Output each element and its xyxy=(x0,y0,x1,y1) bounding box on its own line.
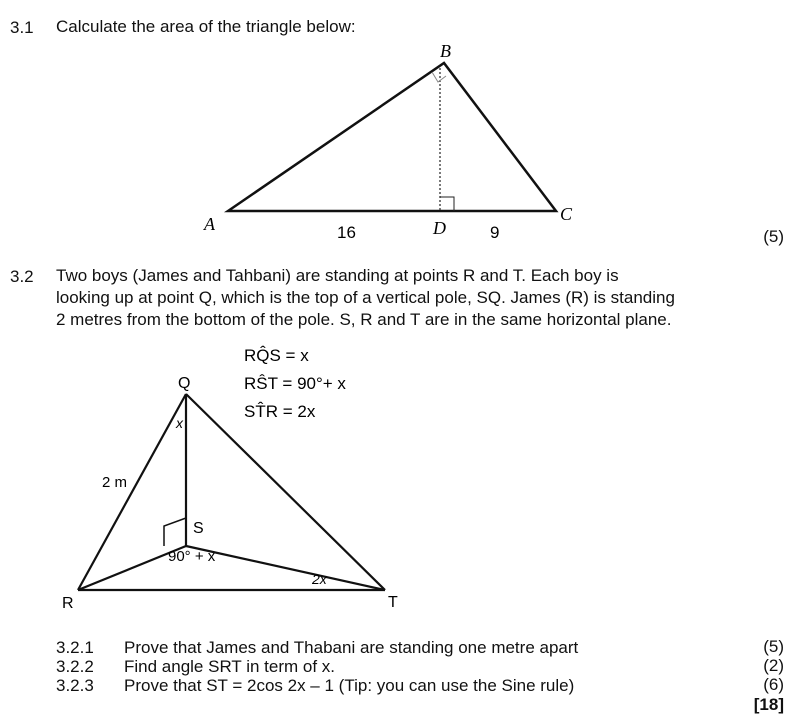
label-a: A xyxy=(204,214,215,234)
question-text-3-1: Calculate the area of the triangle below: xyxy=(56,17,356,36)
subquestion-number-3-2-2: 3.2.2 xyxy=(56,657,94,676)
marks-3-2-3: (6) xyxy=(763,675,784,694)
right-angle-b xyxy=(432,72,446,82)
question-text-3-2-line-1: Two boys (James and Tahbani) are standing at points R and T. Each boy is xyxy=(56,266,619,285)
label-b: B xyxy=(440,41,451,61)
line-st xyxy=(186,546,385,590)
pole-figure xyxy=(0,330,800,620)
triangle-abc-figure xyxy=(0,0,800,250)
subquestion-number-3-2-3: 3.2.3 xyxy=(56,676,94,695)
right-angle-d xyxy=(440,197,454,211)
question-number-3-2: 3.2 xyxy=(10,267,34,286)
label-s: S xyxy=(193,520,204,537)
given-rqs: RQ̂S = x xyxy=(244,346,309,365)
length-dc: 9 xyxy=(490,223,500,242)
question-number-3-1: 3.1 xyxy=(10,18,34,37)
subquestion-text-3-2-1: Prove that James and Thabani are standing one metre apart xyxy=(124,638,579,657)
marks-3-2-2: (2) xyxy=(763,656,784,675)
length-ad: 16 xyxy=(337,223,356,242)
question-text-3-2-line-2: looking up at point Q, which is the top of a vertical pole, SQ. James (R) is standing xyxy=(56,288,675,307)
question-text-3-2-line-3: 2 metres from the bottom of the pole. S, R and T are in the same horizontal plane. xyxy=(56,310,672,329)
length-rq: 2 m xyxy=(102,474,128,491)
line-qt xyxy=(186,394,385,590)
label-r: R xyxy=(62,595,74,612)
triangle-abc xyxy=(228,63,556,211)
subquestion-text-3-2-3: Prove that ST = 2cos 2x – 1 (Tip: you can use the Sine rule) xyxy=(124,676,575,695)
subquestion-text-3-2-2: Find angle SRT in term of x. xyxy=(124,657,336,676)
marks-3-1: (5) xyxy=(763,227,784,246)
total-marks: [18] xyxy=(753,695,784,714)
angle-q: x xyxy=(176,415,183,431)
label-t: T xyxy=(388,594,398,611)
right-angle-s xyxy=(164,518,186,546)
marks-3-2-1: (5) xyxy=(763,637,784,656)
angle-t: 2x xyxy=(312,571,327,587)
subquestion-number-3-2-1: 3.2.1 xyxy=(56,638,94,657)
label-d: D xyxy=(433,218,446,238)
given-str: ST̂R = 2x xyxy=(244,402,316,421)
label-c: C xyxy=(560,204,573,224)
given-rst: RŜT = 90°+ x xyxy=(244,374,346,393)
angle-s: 90° + x xyxy=(168,548,216,565)
label-q: Q xyxy=(178,375,191,392)
